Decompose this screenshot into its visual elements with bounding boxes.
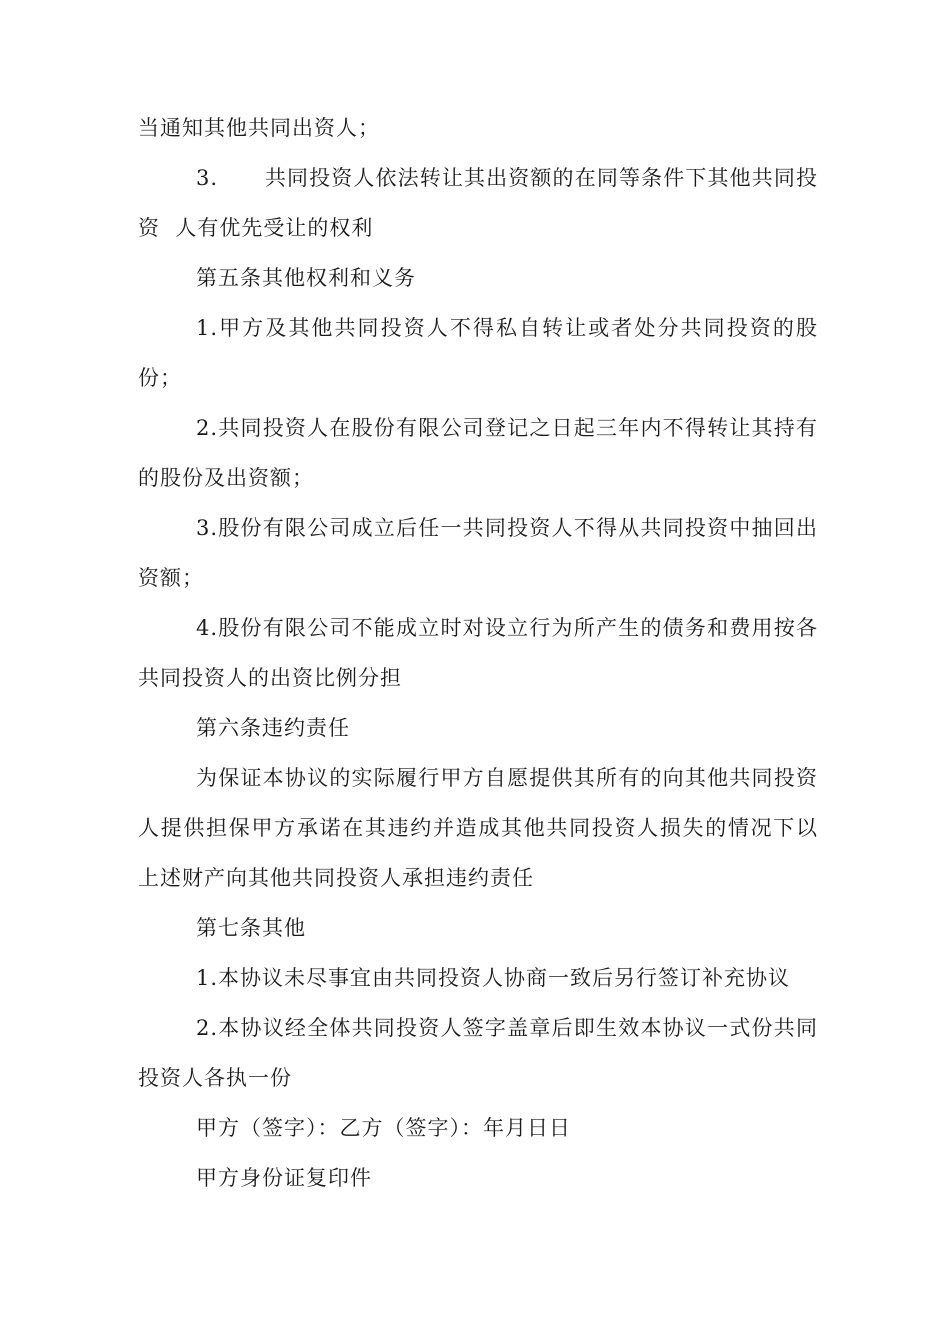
id-copy-label: 甲方身份证复印件 bbox=[196, 1166, 372, 1190]
paragraph-article-5-item-3: 3.股份有限公司成立后任一共同投资人不得从共同投资中抽回出资额； bbox=[138, 516, 818, 590]
heading-article-5: 第五条其他权利和义务 bbox=[196, 266, 416, 290]
paragraph-notice-continuation: 当通知其他共同出资人； bbox=[138, 116, 380, 140]
document-body bbox=[138, 103, 818, 1203]
paragraph-article-6-body: 为保证本协议的实际履行甲方自愿提供其所有的向其他共同投资人提供担保甲方承诺在其违约并造成其他共同投资人损失的情况下以上述财产向其他共同投资人承担违约责任 bbox=[138, 766, 818, 890]
paragraph-article-5-item-4: 4.股份有限公司不能成立时对设立行为所产生的债务和费用按各共同投资人的出资比例分担 bbox=[138, 616, 818, 690]
paragraph-article-5-item-2: 2.共同投资人在股份有限公司登记之日起三年内不得转让其持有的股份及出资额； bbox=[138, 416, 818, 490]
paragraph-article-7-item-1: 1.本协议未尽事宜由共同投资人协商一致后另行签订补充协议 bbox=[196, 966, 791, 990]
paragraph-article-5-item-1: 1.甲方及其他共同投资人不得私自转让或者处分共同投资的股份； bbox=[138, 316, 818, 390]
heading-article-7: 第七条其他 bbox=[196, 916, 306, 940]
paragraph-article-7-item-2: 2.本协议经全体共同投资人签字盖章后即生效本协议一式份共同投资人各执一份 bbox=[138, 1016, 818, 1090]
heading-article-6: 第六条违约责任 bbox=[196, 716, 350, 740]
paragraph-clause-3-preemptive-right: 3. 共同投资人依法转让其出资额的在同等条件下其他共同投资 人有优先受让的权利 bbox=[138, 166, 818, 240]
signature-line: 甲方（签字）：乙方（签字）：年月日日 bbox=[196, 1116, 571, 1140]
